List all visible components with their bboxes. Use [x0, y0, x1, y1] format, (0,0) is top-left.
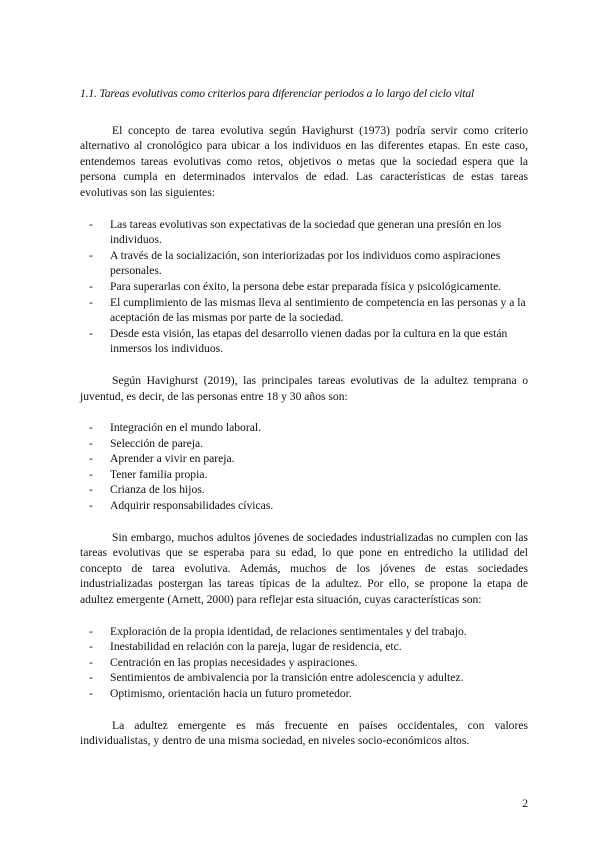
list-item: - Desde esta visión, las etapas del desarrollo vienen dadas por la cultura en la que están inmersos los individuos.	[80, 326, 528, 357]
list-item: - Centración en las propias necesidades y aspiraciones.	[80, 655, 528, 671]
page-content	[80, 86, 528, 749]
section-heading: 1.1. Tareas evolutivas como criterios para diferenciar periodos a lo largo del ciclo vital	[80, 87, 475, 100]
characteristics-list	[80, 217, 528, 357]
paragraph-emerging-adulthood: Sin embargo, muchos adultos jóvenes de sociedades industrializadas no cumplen con las tareas evolutivas que se esperaba para su edad, lo que pone en entredicho la utilidad del concepto de tarea evolutiva. Además, muchos de los jóvenes de estas sociedades industrializadas postergan las tareas típicas de la adultez. Por ello, se propone la etapa de adultez emergente (Arnett, 2000) para reflejar esta situación, cuyas características son:	[80, 530, 528, 607]
list-item: - Optimismo, orientación hacia un futuro prometedor.	[80, 686, 528, 702]
paragraph-tasks: Según Havighurst (2019), las principales tareas evolutivas de la adultez temprana o juventud, es decir, de las personas entre 18 y 30 años son:	[80, 373, 528, 403]
list-item: - Crianza de los hijos.	[80, 482, 528, 498]
list-item: - A través de la socialización, son interiorizadas por los individuos como aspiraciones personales.	[80, 248, 528, 279]
list-item: - Integración en el mundo laboral.	[80, 420, 528, 436]
list-item: - Sentimientos de ambivalencia por la transición entre adolescencia y adultez.	[80, 670, 528, 686]
list-item: - Para superarlas con éxito, la persona debe estar preparada física y psicológicamente.	[80, 279, 528, 295]
tasks-list	[80, 420, 528, 514]
list-item: - Exploración de la propia identidad, de relaciones sentimentales y del trabajo.	[80, 624, 528, 640]
list-item: - Selección de pareja.	[80, 436, 528, 452]
list-item: - Las tareas evolutivas son expectativas de la sociedad que generan una presión en los individuos.	[80, 217, 528, 248]
list-item: - Tener familia propia.	[80, 467, 528, 483]
list-item: - El cumplimiento de las mismas lleva al sentimiento de competencia en las personas y a la aceptación de las mismas por parte de la sociedad.	[80, 295, 528, 326]
emerging-adulthood-list	[80, 624, 528, 702]
list-item: - Adquirir responsabilidades cívicas.	[80, 498, 528, 514]
paragraph-intro: El concepto de tarea evolutiva según Havighurst (1973) podría servir como criterio alternativo al cronológico para ubicar a los individuos en las diferentes etapas. En este caso, entendemos tareas evolutivas como retos, objetivos o metas que la sociedad espera que la persona cumpla en determinados intervalos de edad. Las características de estas tareas evolutivas son las siguientes:	[80, 123, 528, 199]
page-number: 2	[522, 797, 528, 810]
paragraph-conclusion: La adultez emergente es más frecuente en países occidentales, con valores individualistas, y dentro de una misma sociedad, en niveles socio-económicos altos.	[80, 718, 528, 748]
list-item: - Inestabilidad en relación con la pareja, lugar de residencia, etc.	[80, 639, 528, 655]
list-item: - Aprender a vivir en pareja.	[80, 451, 528, 467]
